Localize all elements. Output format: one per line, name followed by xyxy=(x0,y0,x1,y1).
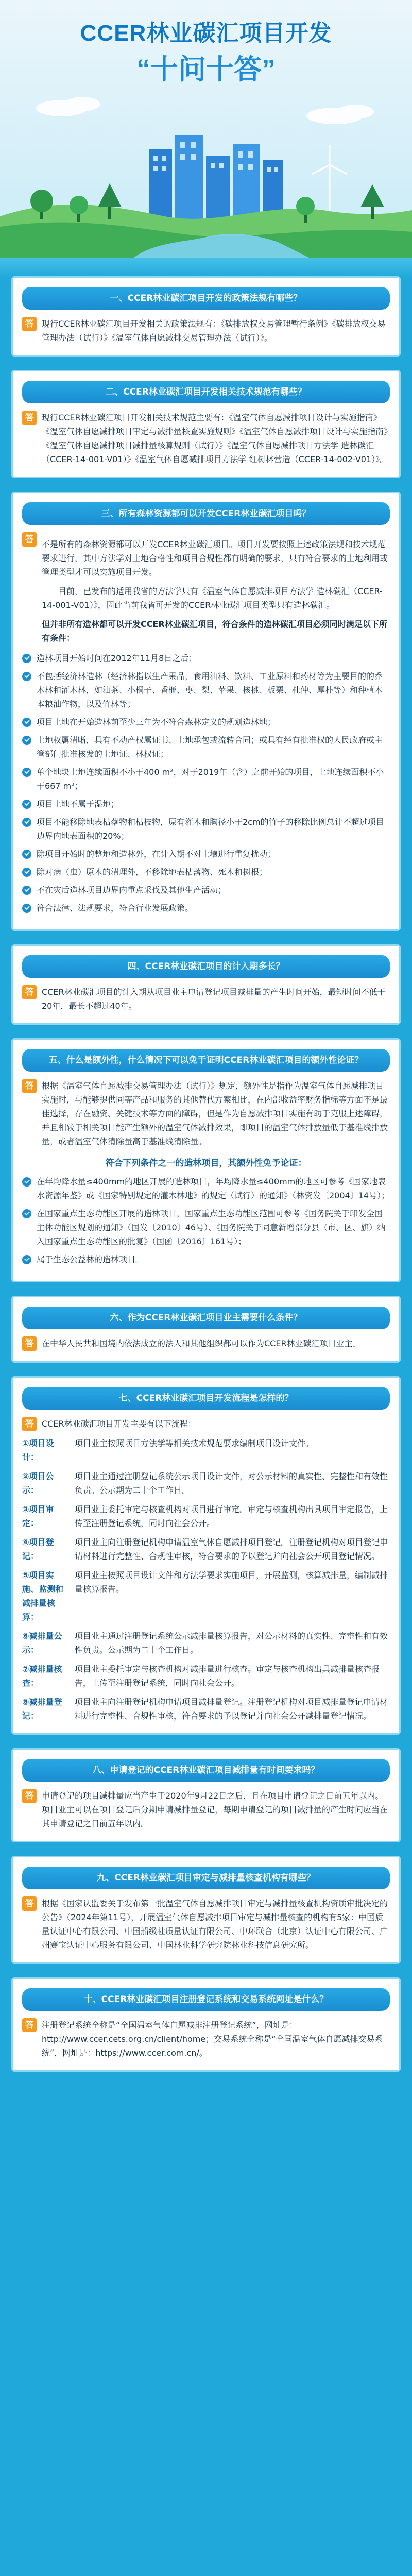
answer-text: 根据《温室气体自愿减排交易管理办法（试行）》规定，额外性是指作为温室气体自愿减排项目实施时，与能够提供同等产品和服务的其他替代方案相比，在内部收益率财务指标等方面不是最佳选择，存在融资、关键技术等方面的障碍，但是作为自愿减排项目实施有助于克服上述障碍，并且相较于相关项目能产生额外的温室气体减排效果，即项目的温室气体排放量低于基准线排放量，或者温室气体清除量高于基准线清除量。 xyxy=(42,1081,388,1146)
hero-banner xyxy=(0,0,412,258)
answer-row xyxy=(22,985,390,1013)
answer-badge-icon: 答 xyxy=(22,1789,37,1803)
list-item: 符合法律、法规要求，符合行业发展政策。 xyxy=(22,901,390,915)
qa-card-10 xyxy=(11,1977,401,2072)
answer-text: 注册登记系统全称是“全国温室气体自愿减排注册登记系统”，网址是：http://www.ccer.cets.org.cn/client/home；交易系统全称是“全国温室气体自愿减排交易系统”，网址是：https://www.ccer.com.cn/。 xyxy=(42,2020,383,2058)
check-icon xyxy=(22,1209,31,1218)
process-step: ②项目公示： 项目业主通过注册登记系统公示项目设计文件，对公示材料的真实性、完整性和有效性负责。公示期为二十个工作日。 xyxy=(22,1471,388,1495)
answer-text: 申请登记的项目减排量应当产生于2020年9月22日之后，且在项目申请登记之日前五年以内。项目业主可以在项目登记后分期申请减排量登记，每期申请登记的项目减排量的产生时间应当在其申请登记之日前五年以内。 xyxy=(42,1791,388,1828)
list-item: 造林项目开始时间在2012年11月8日之后； xyxy=(22,651,390,665)
list-item: 不包括经济林造林（经济林指以生产果品，食用油料、饮料、工业原料和药材等为主要目的的乔木林和灌木林，如油茶、小桐子、香榧、枣、梨、苹果、核桃、板栗、杜仲、厚朴等）和种植木本粮油作物，以及竹林等； xyxy=(22,669,390,711)
list-item: 不在灾后造林项目边界内重点采伐及其他生产活动； xyxy=(22,883,390,897)
answer-badge-icon: 答 xyxy=(22,317,37,331)
condition-list xyxy=(22,651,390,915)
list-item: 土地权属清晰，具有不动产权属证书、土地承包或流转合同；或具有经有批准权的人民政府或主管部门批准核发的土地证、林权证； xyxy=(22,733,390,761)
check-icon xyxy=(22,1255,31,1264)
question-banner: 十、CCER林业碳汇项目注册登记系统和交易系统网址是什么？ xyxy=(22,1988,390,2011)
check-icon xyxy=(22,800,31,809)
qa-card-1 xyxy=(11,276,401,357)
qa-card-2 xyxy=(11,370,401,478)
answer-text: 现行CCER林业碳汇项目开发相关的政策法规有：《碳排放权交易管理暂行条例》《碳排放权交易管理办法（试行）》《温室气体自愿减排交易管理办法（试行）》。 xyxy=(42,319,386,343)
answer-row xyxy=(22,317,390,345)
qa-content xyxy=(0,258,412,2576)
process-step: ⑦减排量核查： 项目业主委托审定与核查机构对减排量进行核查。审定与核查机构出具减排量核查报告，上传至注册登记系统，同时向社会公开。 xyxy=(22,1664,380,1688)
check-icon xyxy=(22,904,31,913)
answer-row xyxy=(22,1417,390,1431)
answer-paragraph: 目前，已发布的适用我省的方法学只有《温室气体自愿减排项目方法学 造林碳汇（CCER-14-001-V01）》，因此当前我省可开发的CCER林业碳汇项目类型只有造林碳汇。 xyxy=(42,586,383,610)
question-banner: 一、CCER林业碳汇项目开发的政策法规有哪些？ xyxy=(22,287,390,310)
answer-text xyxy=(42,532,390,645)
question-banner: 七、CCER林业碳汇项目开发流程是怎样的？ xyxy=(22,1387,390,1410)
answer-badge-icon: 答 xyxy=(22,2018,37,2032)
answer-row xyxy=(22,411,390,466)
qa-card-3 xyxy=(11,492,401,931)
answer-row xyxy=(22,1896,390,1952)
process-step: ④项目登记： 项目业主向注册登记机构申请温室气体自愿减排项目登记。注册登记机构对项目登记申请材料进行完整性、合规性审核，符合要求的予以登记并向社会公开项目登记情况。 xyxy=(22,1537,388,1561)
question-banner: 九、CCER林业碳汇项目审定与减排量核查机构有哪些？ xyxy=(22,1867,390,1889)
answer-row xyxy=(22,2018,390,2060)
answer-badge-icon: 答 xyxy=(22,1896,37,1911)
check-icon xyxy=(22,886,31,895)
list-item: 单个地块土地连续面积不小于400 m²，对于2019年（含）之前开始的项目，土地连续面积不小于667 m²； xyxy=(22,765,390,793)
list-item: 在年均降水量≤400mm的地区开展的造林项目，年均降水量≤400mm的地区可参考《国家地表水资源年鉴》或《国家特别规定的灌木林地》的规定（试行）的通知》（林资发〔2004〕14号）； xyxy=(22,1175,390,1202)
qa-card-4 xyxy=(11,944,401,1025)
question-banner: 八、申请登记的CCER林业碳汇项目减排量有时间要求吗？ xyxy=(22,1759,390,1782)
cloud-icon xyxy=(36,97,374,124)
qa-card-6 xyxy=(11,1296,401,1363)
check-icon xyxy=(22,850,31,859)
process-step: ⑤项目实施、监测和减排量核算： 项目业主按照项目设计文件和方法学要求实施项目，开展监测，核算减排量，编制减排量核算报告。 xyxy=(22,1570,388,1622)
process-step: ①项目设计： 项目业主按照项目方法学等相关技术规范要求编制项目设计文件。 xyxy=(22,1438,314,1462)
answer-row xyxy=(22,1336,390,1351)
answer-badge-icon: 答 xyxy=(22,1336,37,1351)
list-item: 在国家重点生态功能区开展的造林项目，国家重点生态功能区范围可参考《国务院关于印发全国主体功能区规划的通知》（国发〔2010〕46号）、《国务院关于同意新增部分县（市、区、旗）纳入国家重点生态功能区的批复》（国函〔2016〕161号）； xyxy=(22,1207,390,1248)
list-item: 项目土地在开始造林前至少三年为不符合森林定义的规划造林地； xyxy=(22,715,390,729)
page-title: CCER林业碳汇项目开发 xyxy=(80,21,332,46)
page-subtitle: “十问十答” xyxy=(136,54,276,85)
qa-card-9 xyxy=(11,1856,401,1964)
check-icon xyxy=(22,718,31,727)
check-icon xyxy=(22,1177,31,1187)
list-item: 除对病（虫）原木的清理外，不移除地表枯落物、死木和树根； xyxy=(22,865,390,879)
check-icon xyxy=(22,654,31,663)
check-icon xyxy=(22,736,31,745)
check-icon xyxy=(22,868,31,877)
process-steps xyxy=(22,1436,390,1723)
answer-text: 在中华人民共和国境内依法成立的法人和其他组织都可以作为CCER林业碳汇项目业主。 xyxy=(42,1338,361,1348)
qa-card-5 xyxy=(11,1038,401,1282)
answer-paragraph: 不是所有的森林资源都可以开发CCER林业碳汇项目。项目开发要按照上述政策法规和技术规范要求进行，其中方法学对土地合格性和项目合规性都有明确的要求，只有符合要求的土地利用或管理类型才可以实施项目开发。 xyxy=(42,539,388,577)
process-step: ⑧减排量登记： 项目业主向注册登记机构申请项目减排量登记。注册登记机构对项目减排量登记申请材料进行完整性、合规性审核，符合要求的予以登记并向社会公开减排量登记情况。 xyxy=(22,1697,388,1721)
question-banner: 五、什么是额外性，什么情况下可以免于证明CCER林业碳汇项目的额外性论证？ xyxy=(22,1049,390,1072)
answer-text: 根据《国家认监委关于发布第一批温室气体自愿减排项目审定与减排量核查机构资质审批决定的公告》（2024年第11号），开展温室气体自愿减排项目审定与减排量核查的机构有5家：中国质量认证中心有限公司、中国船级社质量认证有限公司、中环联合（北京）认证中心有限公司、广州赛宝认证中心服务有限公司、中国林业科学研究院林业科技信息研究所。 xyxy=(42,1899,388,1950)
answer-badge-icon: 答 xyxy=(22,1079,37,1093)
check-icon xyxy=(22,768,31,777)
answer-intro: CCER林业碳汇项目开发主要有以下流程： xyxy=(42,1419,196,1429)
list-item: 项目不能移除地表枯落物和枯枝物，原有灌木和胸径小于2cm的竹子的移除比例总计不超过项目边界内地表面积的20%； xyxy=(22,815,390,843)
answer-row xyxy=(22,532,390,645)
answer-badge-icon: 答 xyxy=(22,1417,37,1431)
exemption-list xyxy=(22,1175,390,1266)
process-step: ⑥减排量公示： 项目业主通过注册登记系统公示减排量核算报告，对公示材料的真实性、完整性和有效性负责。公示期为二十个工作日。 xyxy=(22,1631,388,1655)
check-icon xyxy=(22,818,31,827)
answer-badge-icon: 答 xyxy=(22,532,37,547)
answer-highlight: 但并非所有造林都可以开发CCER林业碳汇项目，符合条件的造林碳汇项目必须同时满足以下所有条件： xyxy=(42,619,387,643)
question-banner: 三、所有森林资源都可以开发CCER林业碳汇项目吗？ xyxy=(22,502,390,525)
answer-text: CCER林业碳汇项目的计入期从项目业主申请登记项目减排量的产生时间开始，最短时间不低于20年，最长不超过40年。 xyxy=(42,987,386,1011)
list-item: 属于生态公益林的造林项目。 xyxy=(22,1252,390,1266)
answer-row xyxy=(22,1079,390,1148)
question-banner: 六、作为CCER林业碳汇项目业主需要什么条件？ xyxy=(22,1307,390,1329)
list-item: 除项目开始时的整地和造林外，在计入期不对土壤进行重复扰动； xyxy=(22,847,390,861)
question-banner: 二、CCER林业碳汇项目开发相关技术规范有哪些？ xyxy=(22,381,390,403)
question-banner: 四、CCER林业碳汇项目的计入期多长？ xyxy=(22,955,390,978)
list-item: 项目土地不属于湿地； xyxy=(22,797,390,811)
qa-card-8 xyxy=(11,1748,401,1842)
answer-badge-icon: 答 xyxy=(22,411,37,425)
check-icon xyxy=(22,672,31,681)
answer-text: 现行CCER林业碳汇项目开发相关技术规范主要有：《温室气体自愿减排项目设计与实施指南》《温室气体自愿减排项目审定与减排量核查实施规则》《温室气体自愿减排项目设计与实施指南》《温室气体自愿减排项目减排量核算规则（试行）》《温室气体自愿减排项目方法学 造林碳汇（CCER-14-001-V01）》《温室气体自愿减排项目方法学 红树林营造（CCER-14-002-V01）》。 xyxy=(42,413,388,464)
process-step: ③项目审定： 项目业主委托审定与核查机构对项目进行审定。审定与核查机构出具项目审定报告，上传至注册登记系统，同时向社会公开。 xyxy=(22,1504,388,1528)
answer-badge-icon: 答 xyxy=(22,985,37,999)
qa-card-7 xyxy=(11,1376,401,1735)
exemption-subtitle: 符合下列条件之一的造林项目，其额外性免予论证： xyxy=(105,1158,307,1168)
city-forest-illustration xyxy=(0,88,412,258)
answer-row xyxy=(22,1789,390,1831)
